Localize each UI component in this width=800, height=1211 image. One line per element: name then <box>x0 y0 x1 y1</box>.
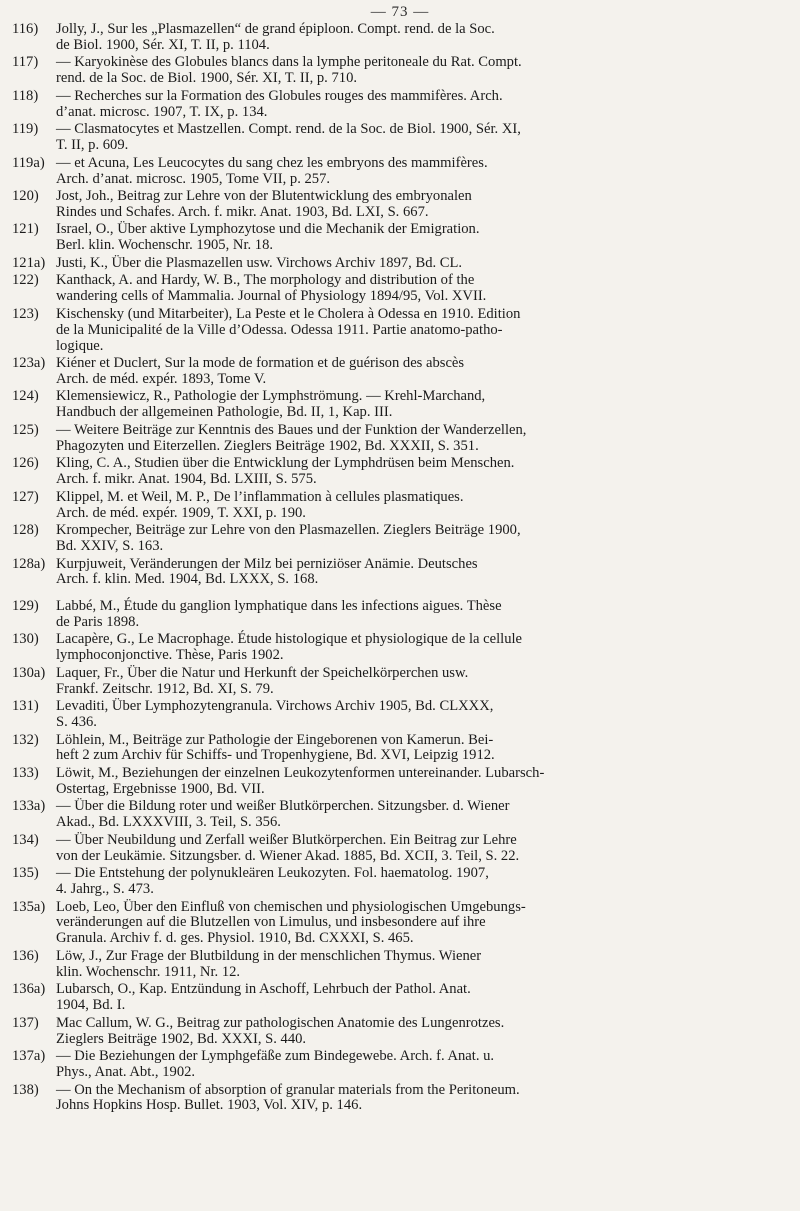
reference-text-line: heft 2 zum Archiv für Schiffs- und Tropenhygiene, Bd. XVI, Leipzig 1912. <box>56 747 495 764</box>
reference-number: 133a) <box>12 798 46 815</box>
reference-entry <box>12 833 798 865</box>
reference-entry <box>12 900 798 948</box>
reference-entry <box>12 666 798 698</box>
reference-entry <box>12 456 798 488</box>
reference-entry <box>12 632 798 664</box>
reference-text-line: Levaditi, Über Lymphozytengranula. Virchows Archiv 1905, Bd. CLXXX, <box>56 698 494 715</box>
reference-text-line: Krompecher, Beiträge zur Lehre von den Plasmazellen. Zieglers Beiträge 1900, <box>56 522 521 539</box>
reference-text-line: — On the Mechanism of absorption of granular materials from the Peritoneum. <box>56 1081 520 1098</box>
reference-entry <box>12 982 798 1014</box>
reference-text-line: Arch. f. mikr. Anat. 1904, Bd. LXIII, S. 575. <box>56 471 317 488</box>
reference-number: 125) <box>12 421 39 438</box>
reference-number: 128a) <box>12 555 46 572</box>
reference-text-line: Akad., Bd. LXXXVIII, 3. Teil, S. 356. <box>56 814 281 831</box>
reference-entry <box>12 949 798 981</box>
reference-text-line: Laquer, Fr., Über die Natur und Herkunft der Speichelkörperchen usw. <box>56 664 469 681</box>
reference-text-line: Johns Hopkins Hosp. Bullet. 1903, Vol. XIV, p. 146. <box>56 1097 363 1114</box>
reference-text-line: Justi, K., Über die Plasmazellen usw. Virchows Archiv 1897, Bd. CL. <box>56 254 463 271</box>
reference-entry <box>12 557 798 589</box>
reference-text-line: Phys., Anat. Abt., 1902. <box>56 1064 196 1080</box>
reference-text-line: 4. Jahrg., S. 473. <box>56 881 154 898</box>
reference-text-line: Kanthack, A. and Hardy, W. B., The morphology and distribution of the <box>56 272 475 289</box>
reference-number: 137a) <box>12 1048 46 1065</box>
reference-number: 127) <box>12 488 39 505</box>
reference-text-line: rend. de la Soc. de Biol. 1900, Sér. XI, T. II, p. 710. <box>56 70 358 87</box>
reference-entry <box>12 766 798 798</box>
reference-entry <box>12 1083 798 1115</box>
reference-list <box>12 22 798 1116</box>
reference-text-line: lymphoconjonctive. Thèse, Paris 1902. <box>56 647 284 664</box>
reference-entry <box>12 356 798 388</box>
reference-text-line: Ostertag, Ergebnisse 1900, Bd. VII. <box>56 780 265 797</box>
reference-number: 116) <box>12 21 39 37</box>
reference-entry <box>12 89 798 121</box>
reference-text-line: wandering cells of Mammalia. Journal of Physiology 1894/95, Vol. XVII. <box>56 288 487 305</box>
reference-number: 129) <box>12 597 39 614</box>
reference-text-line: — Recherches sur la Formation des Globules rouges des mammifères. Arch. <box>56 87 503 104</box>
reference-text-line: de Biol. 1900, Sér. XI, T. II, p. 1104. <box>56 36 270 53</box>
reference-text-line: Kischensky (und Mitarbeiter), La Peste et le Cholera à Odessa en 1910. Edition <box>56 305 521 322</box>
reference-entry <box>12 156 798 188</box>
reference-text-line: Löw, J., Zur Frage der Blutbildung in der menschlichen Thymus. Wiener <box>56 947 482 964</box>
reference-text-line: Jolly, J., Sur les „Plasmazellen“ de grand épiploon. Compt. rend. de la Soc. <box>56 21 495 37</box>
reference-number: 138) <box>12 1081 39 1098</box>
reference-text-line: — Über die Bildung roter und weißer Blutkörperchen. Sitzungsber. d. Wiener <box>56 798 510 815</box>
reference-number: 117) <box>12 54 39 71</box>
reference-entry <box>12 799 798 831</box>
reference-text-line: T. II, p. 609. <box>56 137 129 154</box>
reference-text-line: — Die Beziehungen der Lymphgefäße zum Bindegewebe. Arch. f. Anat. u. <box>56 1048 495 1065</box>
reference-number: 132) <box>12 731 39 748</box>
reference-number: 136) <box>12 947 39 964</box>
reference-entry <box>12 523 798 555</box>
reference-text-line: Klemensiewicz, R., Pathologie der Lymphströmung. — Krehl-Marchand, <box>56 388 486 405</box>
reference-text-line: Loeb, Leo, Über den Einfluß von chemischen und physiologischen Umgebungs- <box>56 898 526 915</box>
reference-entry <box>12 1049 798 1081</box>
reference-text-line: Löhlein, M., Beiträge zur Pathologie der Eingeborenen von Kamerun. Bei- <box>56 731 494 748</box>
reference-number: 126) <box>12 455 39 472</box>
reference-text-line: Handbuch der allgemeinen Pathologie, Bd. II, 1, Kap. III. <box>56 404 393 421</box>
reference-number: 128) <box>12 522 39 539</box>
reference-text-line: Phagozyten und Eiterzellen. Zieglers Beiträge 1902, Bd. XXXII, S. 351. <box>56 437 479 454</box>
reference-number: 123a) <box>12 355 46 372</box>
reference-entry <box>12 599 798 631</box>
reference-number: 119) <box>12 121 39 138</box>
reference-entry <box>12 866 798 898</box>
reference-entry <box>12 273 798 305</box>
reference-number: 136a) <box>12 981 46 998</box>
reference-entry <box>12 307 798 355</box>
reference-number: 137) <box>12 1014 39 1031</box>
reference-entry <box>12 122 798 154</box>
reference-text-line: logique. <box>56 337 104 354</box>
reference-text-line: Granula. Archiv f. d. ges. Physiol. 1910, Bd. CXXXI, S. 465. <box>56 930 414 947</box>
reference-text-line: von der Leukämie. Sitzungsber. d. Wiener Akad. 1885, Bd. XCII, 3. Teil, S. 22. <box>56 847 520 864</box>
reference-text-line: de Paris 1898. <box>56 613 140 630</box>
page-number: — 73 — <box>370 4 430 20</box>
reference-entry <box>12 490 798 522</box>
reference-text-line: de la Municipalité de la Ville d’Odessa. Odessa 1911. Partie anatomo-patho- <box>56 321 503 338</box>
reference-text-line: Labbé, M., Étude du ganglion lymphatique dans les infections aigues. Thèse <box>56 597 502 614</box>
reference-entry <box>12 222 798 254</box>
reference-number: 123) <box>12 305 39 322</box>
reference-text-line: Zieglers Beiträge 1902, Bd. XXXI, S. 440. <box>56 1030 307 1047</box>
reference-text-line: Arch. de méd. expér. 1893, Tome V. <box>56 370 267 387</box>
reference-text-line: 1904, Bd. I. <box>56 997 126 1014</box>
reference-entry <box>12 22 798 54</box>
reference-entry <box>12 256 798 272</box>
reference-text-line: d’anat. microsc. 1907, T. IX, p. 134. <box>56 103 268 120</box>
reference-text-line: — Karyokinèse des Globules blancs dans la lymphe peritoneale du Rat. Compt. <box>56 54 522 71</box>
reference-number: 134) <box>12 831 39 848</box>
reference-text-line: S. 436. <box>56 714 97 731</box>
reference-text-line: Mac Callum, W. G., Beitrag zur pathologischen Anatomie des Lungenrotzes. <box>56 1014 505 1031</box>
reference-text-line: — Weitere Beiträge zur Kenntnis des Baues und der Funktion der Wanderzellen, <box>56 421 527 438</box>
reference-text-line: Kiéner et Duclert, Sur la mode de formation et de guérison des abscès <box>56 355 465 372</box>
reference-text-line: Rindes und Schafes. Arch. f. mikr. Anat. 1903, Bd. LXI, S. 667. <box>56 203 429 220</box>
reference-number: 135) <box>12 865 39 882</box>
reference-text-line: Klippel, M. et Weil, M. P., De l’inflammation à cellules plasmatiques. <box>56 488 464 505</box>
reference-text-line: Lubarsch, O., Kap. Entzündung in Aschoff, Lehrbuch der Pathol. Anat. <box>56 981 471 998</box>
reference-number: 130) <box>12 631 39 648</box>
reference-entry <box>12 423 798 455</box>
reference-text-line: Kling, C. A., Studien über die Entwicklung der Lymphdrüsen beim Menschen. <box>56 455 515 472</box>
reference-entry <box>12 733 798 765</box>
reference-number: 122) <box>12 272 39 289</box>
reference-text-line: klin. Wochenschr. 1911, Nr. 12. <box>56 963 241 980</box>
reference-text-line: Arch. d’anat. microsc. 1905, Tome VII, p. 257. <box>56 170 331 187</box>
reference-text-line: Arch. f. klin. Med. 1904, Bd. LXXX, S. 168. <box>56 571 319 588</box>
reference-entry <box>12 55 798 87</box>
reference-number: 130a) <box>12 664 46 681</box>
reference-text-line: Kurpjuweit, Veränderungen der Milz bei perniziöser Anämie. Deutsches <box>56 555 478 572</box>
reference-number: 120) <box>12 188 39 205</box>
reference-entry <box>12 389 798 421</box>
reference-number: 133) <box>12 764 39 781</box>
reference-text-line: Arch. de méd. expér. 1909, T. XXI, p. 190. <box>56 504 306 521</box>
reference-number: 118) <box>12 87 39 104</box>
reference-text-line: — et Acuna, Les Leucocytes du sang chez les embryons des mammifères. <box>56 154 488 171</box>
reference-number: 121a) <box>12 254 46 271</box>
reference-text-line: Löwit, M., Beziehungen der einzelnen Leukozytenformen untereinander. Lubarsch- <box>56 764 545 781</box>
reference-text-line: Jost, Joh., Beitrag zur Lehre von der Blutentwicklung des embryonalen <box>56 188 472 205</box>
reference-text-line: — Die Entstehung der polynukleären Leukozyten. Fol. haematolog. 1907, <box>56 865 489 882</box>
reference-entry <box>12 1016 798 1048</box>
reference-text-line: — Über Neubildung und Zerfall weißer Blutkörperchen. Ein Beitrag zur Lehre <box>56 831 517 848</box>
reference-number: 135a) <box>12 898 46 915</box>
reference-entry <box>12 189 798 221</box>
reference-number: 124) <box>12 388 39 405</box>
reference-text-line: Israel, O., Über aktive Lymphozytose und die Mechanik der Emigration. <box>56 221 480 238</box>
reference-entry <box>12 699 798 731</box>
reference-text-line: Bd. XXIV, S. 163. <box>56 538 164 554</box>
reference-text-line: Lacapère, G., Le Macrophage. Étude histologique et physiologique de la cellule <box>56 631 523 648</box>
reference-text-line: Berl. klin. Wochenschr. 1905, Nr. 18. <box>56 237 274 254</box>
reference-number: 131) <box>12 698 39 715</box>
reference-number: 119a) <box>12 154 45 171</box>
reference-text-line: — Clasmatocytes et Mastzellen. Compt. rend. de la Soc. de Biol. 1900, Sér. XI, <box>56 121 521 138</box>
reference-text-line: Frankf. Zeitschr. 1912, Bd. XI, S. 79. <box>56 680 274 697</box>
reference-number: 121) <box>12 221 39 238</box>
reference-text-line: veränderungen auf die Blutzellen von Limulus, und insbesondere auf ihre <box>56 914 486 931</box>
